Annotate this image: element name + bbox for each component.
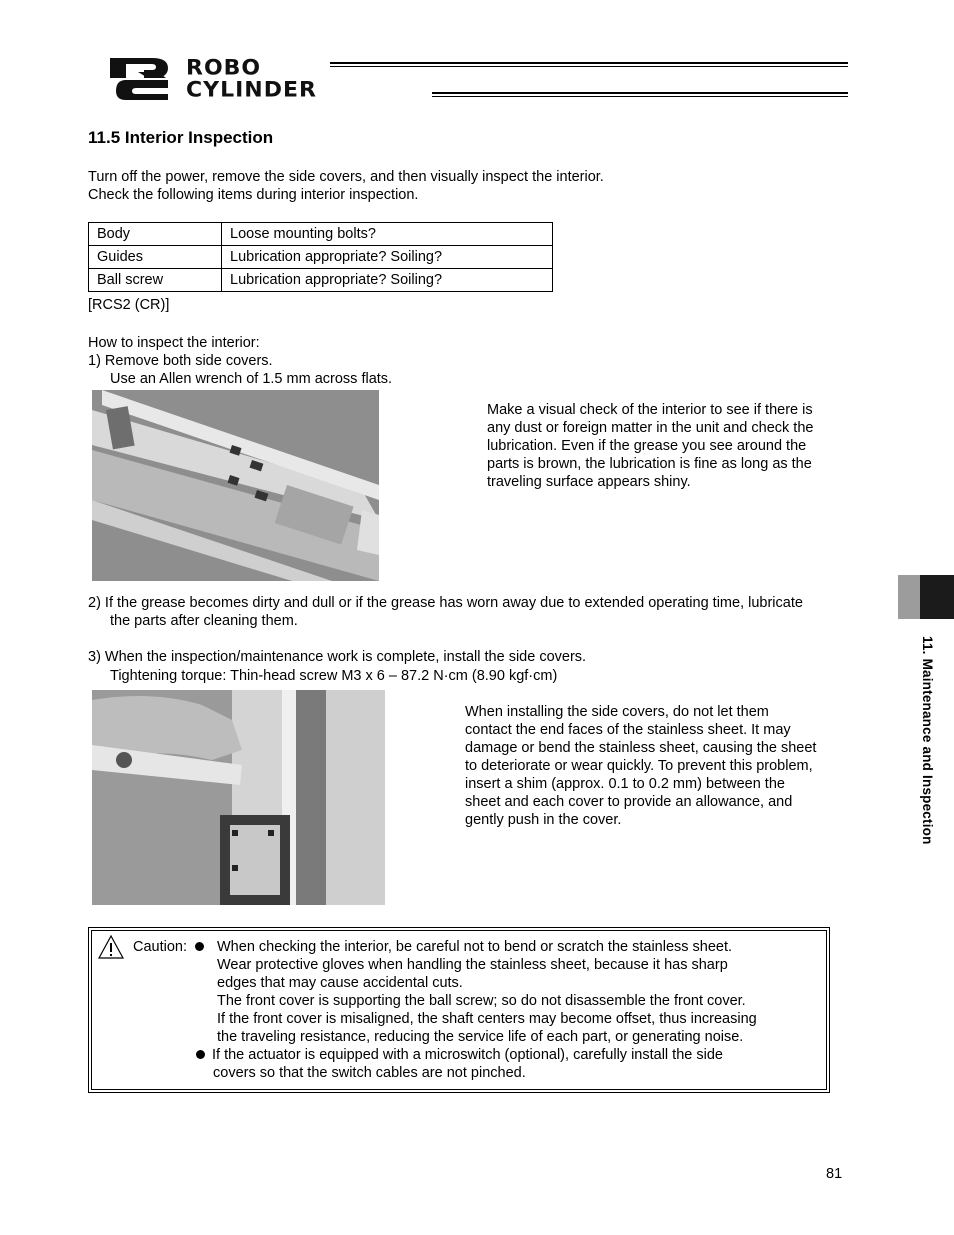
intro-line-1: Turn off the power, remove the side covers, and then visually inspect the interior. [88,169,604,185]
table-cell-check: Loose mounting bolts? [222,223,553,246]
side-cover-install-image-icon [92,690,385,905]
table-cell-item: Guides [89,246,222,269]
table-row [89,269,553,292]
step2-line-1: 2) If the grease becomes dirty and dull or if the grease has worn away due to extended operating time, lubricate [88,595,803,611]
step3-line-2: Tightening torque: Thin-head screw M3 x 6 – 87.2 N·cm (8.90 kgf·cm) [110,668,558,684]
step3-note-line: to deteriorate or wear quickly. To prevent this problem, [465,758,813,774]
step3-note-line: gently push in the cover. [465,812,622,828]
inspection-items-table [88,222,553,292]
step3-note-line: When installing the side covers, do not let them [465,704,769,720]
chapter-side-label: 11. Maintenance and Inspection [920,636,935,845]
step1-note-line: Make a visual check of the interior to see if there is [487,402,813,418]
procedure-heading: How to inspect the interior: [88,335,260,351]
caution-text-line: When checking the interior, be careful not to bend or scratch the stainless sheet. [217,939,733,955]
step1-note-line: any dust or foreign matter in the unit and check the [487,420,814,436]
step3-note-line: contact the end faces of the stainless sheet. It may [465,722,791,738]
step3-line-1: 3) When the inspection/maintenance work is complete, install the side covers. [88,649,587,665]
caution-text-line: edges that may cause accidental cuts. [217,975,463,991]
robo-cylinder-logo [108,56,853,102]
side-cover-install-photo [92,690,385,905]
caution-text-line: If the actuator is equipped with a microswitch (optional), carefully install the side [212,1047,723,1063]
caution-text-line: If the front cover is misaligned, the shaft centers may become offset, thus increasing [217,1011,757,1027]
table-cell-check: Lubrication appropriate? Soiling? [222,269,553,292]
caution-text-line: the traveling resistance, reducing the service life of each part, or generating noise. [217,1029,744,1045]
caution-label: Caution: [133,939,188,955]
caution-text-line: Wear protective gloves when handling the stainless sheet, because it has sharp [217,957,728,973]
actuator-interior-image-icon [92,390,379,581]
intro-line-2: Check the following items during interior inspection. [88,187,419,203]
warning-triangle-icon [98,935,124,959]
table-cell-item: Ball screw [89,269,222,292]
actuator-interior-photo [92,390,379,581]
step1-line-2: Use an Allen wrench of 1.5 mm across flats. [110,371,393,387]
step1-line-1: 1) Remove both side covers. [88,353,273,369]
bullet-icon [195,942,204,951]
table-cell-check: Lubrication appropriate? Soiling? [222,246,553,269]
logo-word-cylinder: CYLINDER [186,78,317,103]
chapter-tab-dark [920,575,954,619]
page-number: 81 [826,1166,843,1182]
header-rule-top [330,62,848,67]
section-title: 11.5 Interior Inspection [88,128,274,147]
chapter-tab-light [898,575,920,619]
bullet-icon [196,1050,205,1059]
step3-note-line: insert a shim (approx. 0.1 to 0.2 mm) between the [465,776,785,792]
table-row [89,246,553,269]
table-caption: [RCS2 (CR)] [88,297,170,313]
step2-line-2: the parts after cleaning them. [110,613,298,629]
step1-note-line: lubrication. Even if the grease you see around the [487,438,807,454]
step3-note-line: damage or bend the stainless sheet, causing the sheet [465,740,817,756]
step1-note-line: traveling surface appears shiny. [487,474,691,490]
step3-note-line: sheet and each cover to provide an allowance, and [465,794,793,810]
step1-note-line: parts is brown, the lubrication is fine as long as the [487,456,812,472]
header-rule-bottom [432,92,848,97]
caution-text-line: covers so that the switch cables are not pinched. [213,1065,526,1081]
rc-logo-mark-icon [108,56,180,102]
logo-word-robo: ROBO [186,56,262,81]
table-cell-item: Body [89,223,222,246]
table-row [89,223,553,246]
caution-text-line: The front cover is supporting the ball screw; so do not disassemble the front cover. [217,993,746,1009]
